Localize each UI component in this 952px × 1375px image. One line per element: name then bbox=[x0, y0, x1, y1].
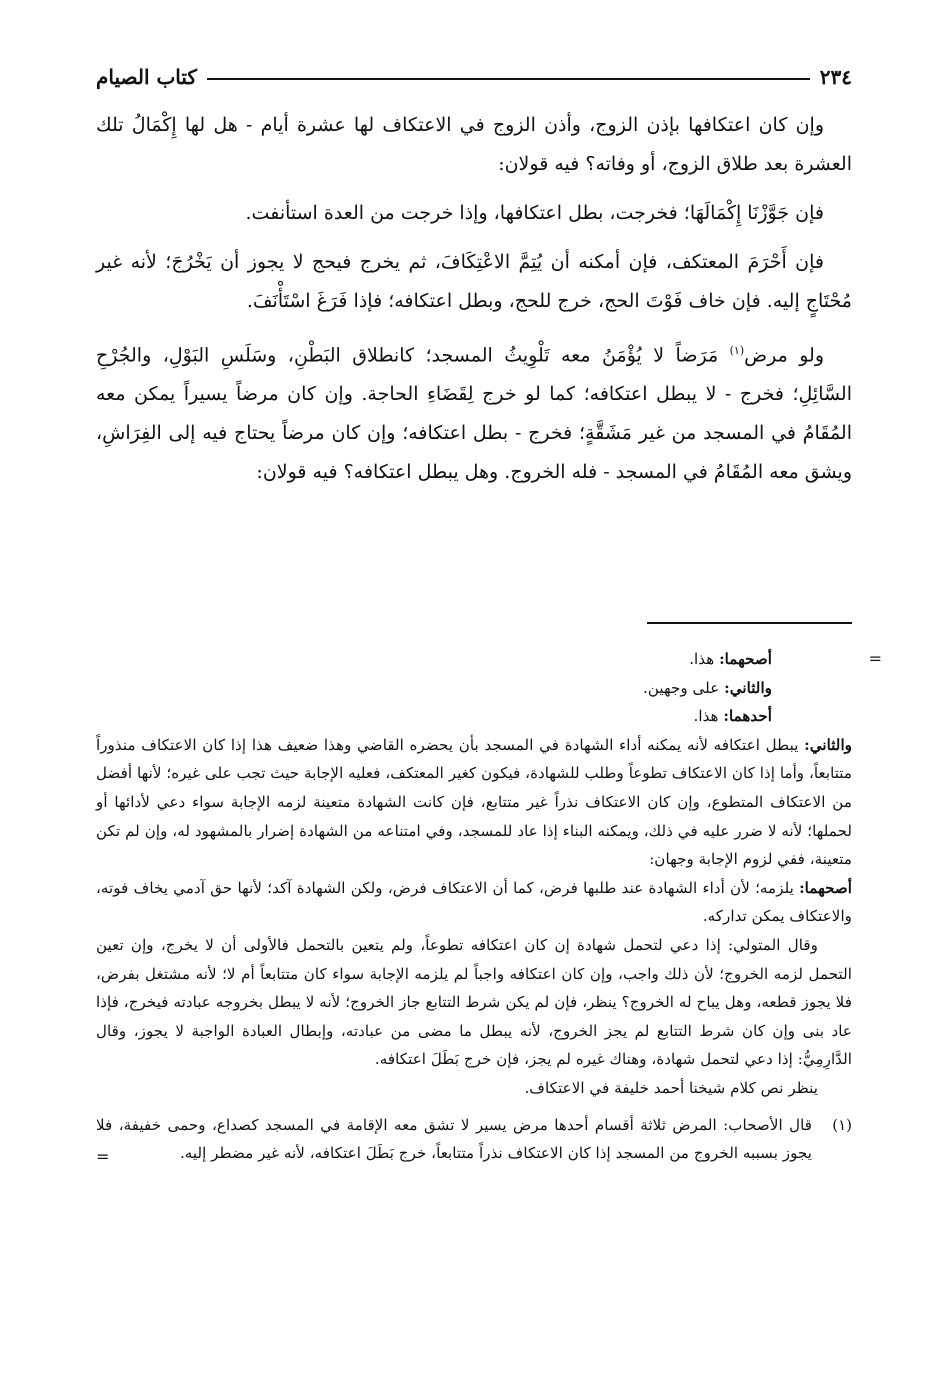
footnote-text: هذا. bbox=[693, 707, 724, 726]
footnote-separator bbox=[647, 622, 852, 624]
continuation-mark: = bbox=[868, 649, 882, 668]
paragraph-3: فإن أَحْرَمَ المعتكف، فإن أمكنه أن يُتِمَّ الاعْتِكَافَ، ثم يخرج فيحج لا يجوز أن يَخْرُجَ؛ لأنه غير مُحْتَاجٍ إليه. فإن خاف فَوْتَ الحج، خرج للحج، وبطل اعتكافه؛ فإذا فَرَغَ اسْتَأْنَفَ. bbox=[96, 251, 852, 312]
paragraph-2: فإن جَوَّزْنَا إِكْمَالَهَا؛ فخرجت، بطل اعتكافها، وإذا خرجت من العدة استأنفت. bbox=[245, 202, 824, 224]
main-text bbox=[96, 106, 852, 502]
footnote-paragraph: ينظر نص كلام شيخنا أحمد خليفة في الاعتكاف. bbox=[524, 1078, 818, 1097]
paragraph-1: وإن كان اعتكافها بإذن الزوج، وأذن الزوج في الاعتكاف لها عشرة أيام - هل لها إِكْمَالُ تلك العشرة بعد طلاق الزوج، أو وفاته؟ فيه قولان: bbox=[96, 114, 852, 175]
footnote-1-text: قال الأصحاب: المرض ثلاثة أقسام أحدها مرض يسير لا تشق معه الإقامة في المسجد كصداع، وحمى خفيفة، فلا يجوز بسببه الخروج من المسجد إذا كان الاعتكاف نذراً متتابعاً، خرج بَطَلَ اعتكافه، لأنه غير مضطر إليه. bbox=[96, 1115, 812, 1163]
footnote-1-number: (١) bbox=[832, 1115, 852, 1134]
header-rule bbox=[207, 78, 810, 80]
footnote-text: على وجهين. bbox=[643, 678, 725, 697]
footnote-text: يبطل اعتكافه لأنه يمكنه أداء الشهادة في المسجد بأن يحضره القاضي وهذا ضعيف هذا إذا كان الاعتكاف منذوراً متتابعاً، وأما إذا كان الاعتكاف تطوعاً وطلب للشهادة، فيكون كغير المعتكف، فعليه الإجابة حيث تجب على غيره؛ لأنها أفضل من الاعتكاف المتطوع، وإن كان الاعتكاف نذراً غير متتابع، فإن كانت الشهادة متعينة لزمه الإجابة سواء دعي لأدائها أو لحملها؛ لأنه لا ضرر عليه في ذلك، ويمكنه البناء إذا عاد للمسجد، وفي امتناعه من الشهادة إضرار بالمشهود له، وإن لم تكن متعينة، ففي لزوم الإجابة وجهان: bbox=[96, 735, 852, 869]
page-number: ٢٣٤ bbox=[819, 65, 852, 89]
paragraph-4-rest: مَرَضاً لا يُؤْمَنُ معه تَلْوِيثُ المسجد؛ كانطلاق البَطْنِ، وسَلَسِ البَوْلِ، والجُرْحِ السَّائِلِ؛ فخرج - لا يبطل اعتكافه؛ كما لو خرج لِقَضَاءِ الحاجة. وإن كان مرضاً يسيراً يمكن معه المُقَامُ في المسجد من غير مَشَقَّةٍ؛ فخرج - بطل اعتكافه؛ وإن كان مرضاً يحتاج فيه إلى الفِرَاشِ، ويشق معه المُقَامُ في المسجد - فله الخروج. وهل يبطل اعتكافه؟ فيه قولان: bbox=[96, 344, 852, 484]
footnote-lead: أصحهما: bbox=[719, 650, 772, 668]
footnote-lead: والثاني: bbox=[724, 678, 772, 697]
footnote-lead: أحدهما: bbox=[723, 707, 772, 726]
footnotes bbox=[96, 645, 882, 1168]
footnote-line bbox=[96, 674, 852, 703]
footnote-paragraph bbox=[96, 874, 852, 931]
end-continuation-mark: = bbox=[96, 1147, 110, 1167]
footnote-reference-1[interactable]: (١) bbox=[729, 344, 745, 357]
footnote-text: يلزمه؛ لأن أداء الشهادة عند طلبها فرض، كما أن الاعتكاف فرض، ولكن الشهادة آكد؛ لأنها حق آدمي يخاف فوته، والاعتكاف يمكن تداركه. bbox=[96, 878, 852, 926]
footnote-paragraph bbox=[96, 731, 852, 874]
book-title: كتاب الصيام bbox=[96, 65, 197, 89]
footnote-lead: أصحهما: bbox=[799, 878, 852, 897]
footnote-line bbox=[96, 702, 852, 731]
footnote-lead: والثاني: bbox=[804, 735, 852, 754]
paragraph-4-start: ولو مرض bbox=[744, 344, 825, 367]
footnote-1 bbox=[96, 1111, 852, 1168]
running-header bbox=[96, 60, 852, 94]
paragraph-4 bbox=[96, 331, 852, 492]
footnote-paragraph: وقال المتولي: إذا دعي لتحمل شهادة إن كان اعتكافه تطوعاً، ولم يتعين بالتحمل فالأولى أن لا يخرج، وإن تعين التحمل لزمه الخروج؛ لأن ذلك واجب، وإن كان اعتكافه واجباً لم يلزمه الإجابة سواء كان متتابعاً أم لا؛ لأنه مشتغل بفرض، فلا يجوز قطعه، وهل يباح له الخروج؟ ينظر، فإن لم يكن شرط التتابع جاز الخروج؛ لأنه لا يبطل بخروجه عبادته فيخرج، فإذا عاد بنى وإن كان شرط التتابع لم يجز الخروج، لأنه يبطل ما مضى من عبادته، وإبطال العبادة الواجبة لا يجوز، وقال الدَّارِمِيُّ: إذا دعي لتحمل شهادة، وهناك غيره لم يجز، فإن خرج بَطَلَ اعتكافه. bbox=[96, 935, 852, 1069]
footnote-line bbox=[96, 645, 852, 674]
footnote-text: هذا. bbox=[689, 650, 720, 668]
